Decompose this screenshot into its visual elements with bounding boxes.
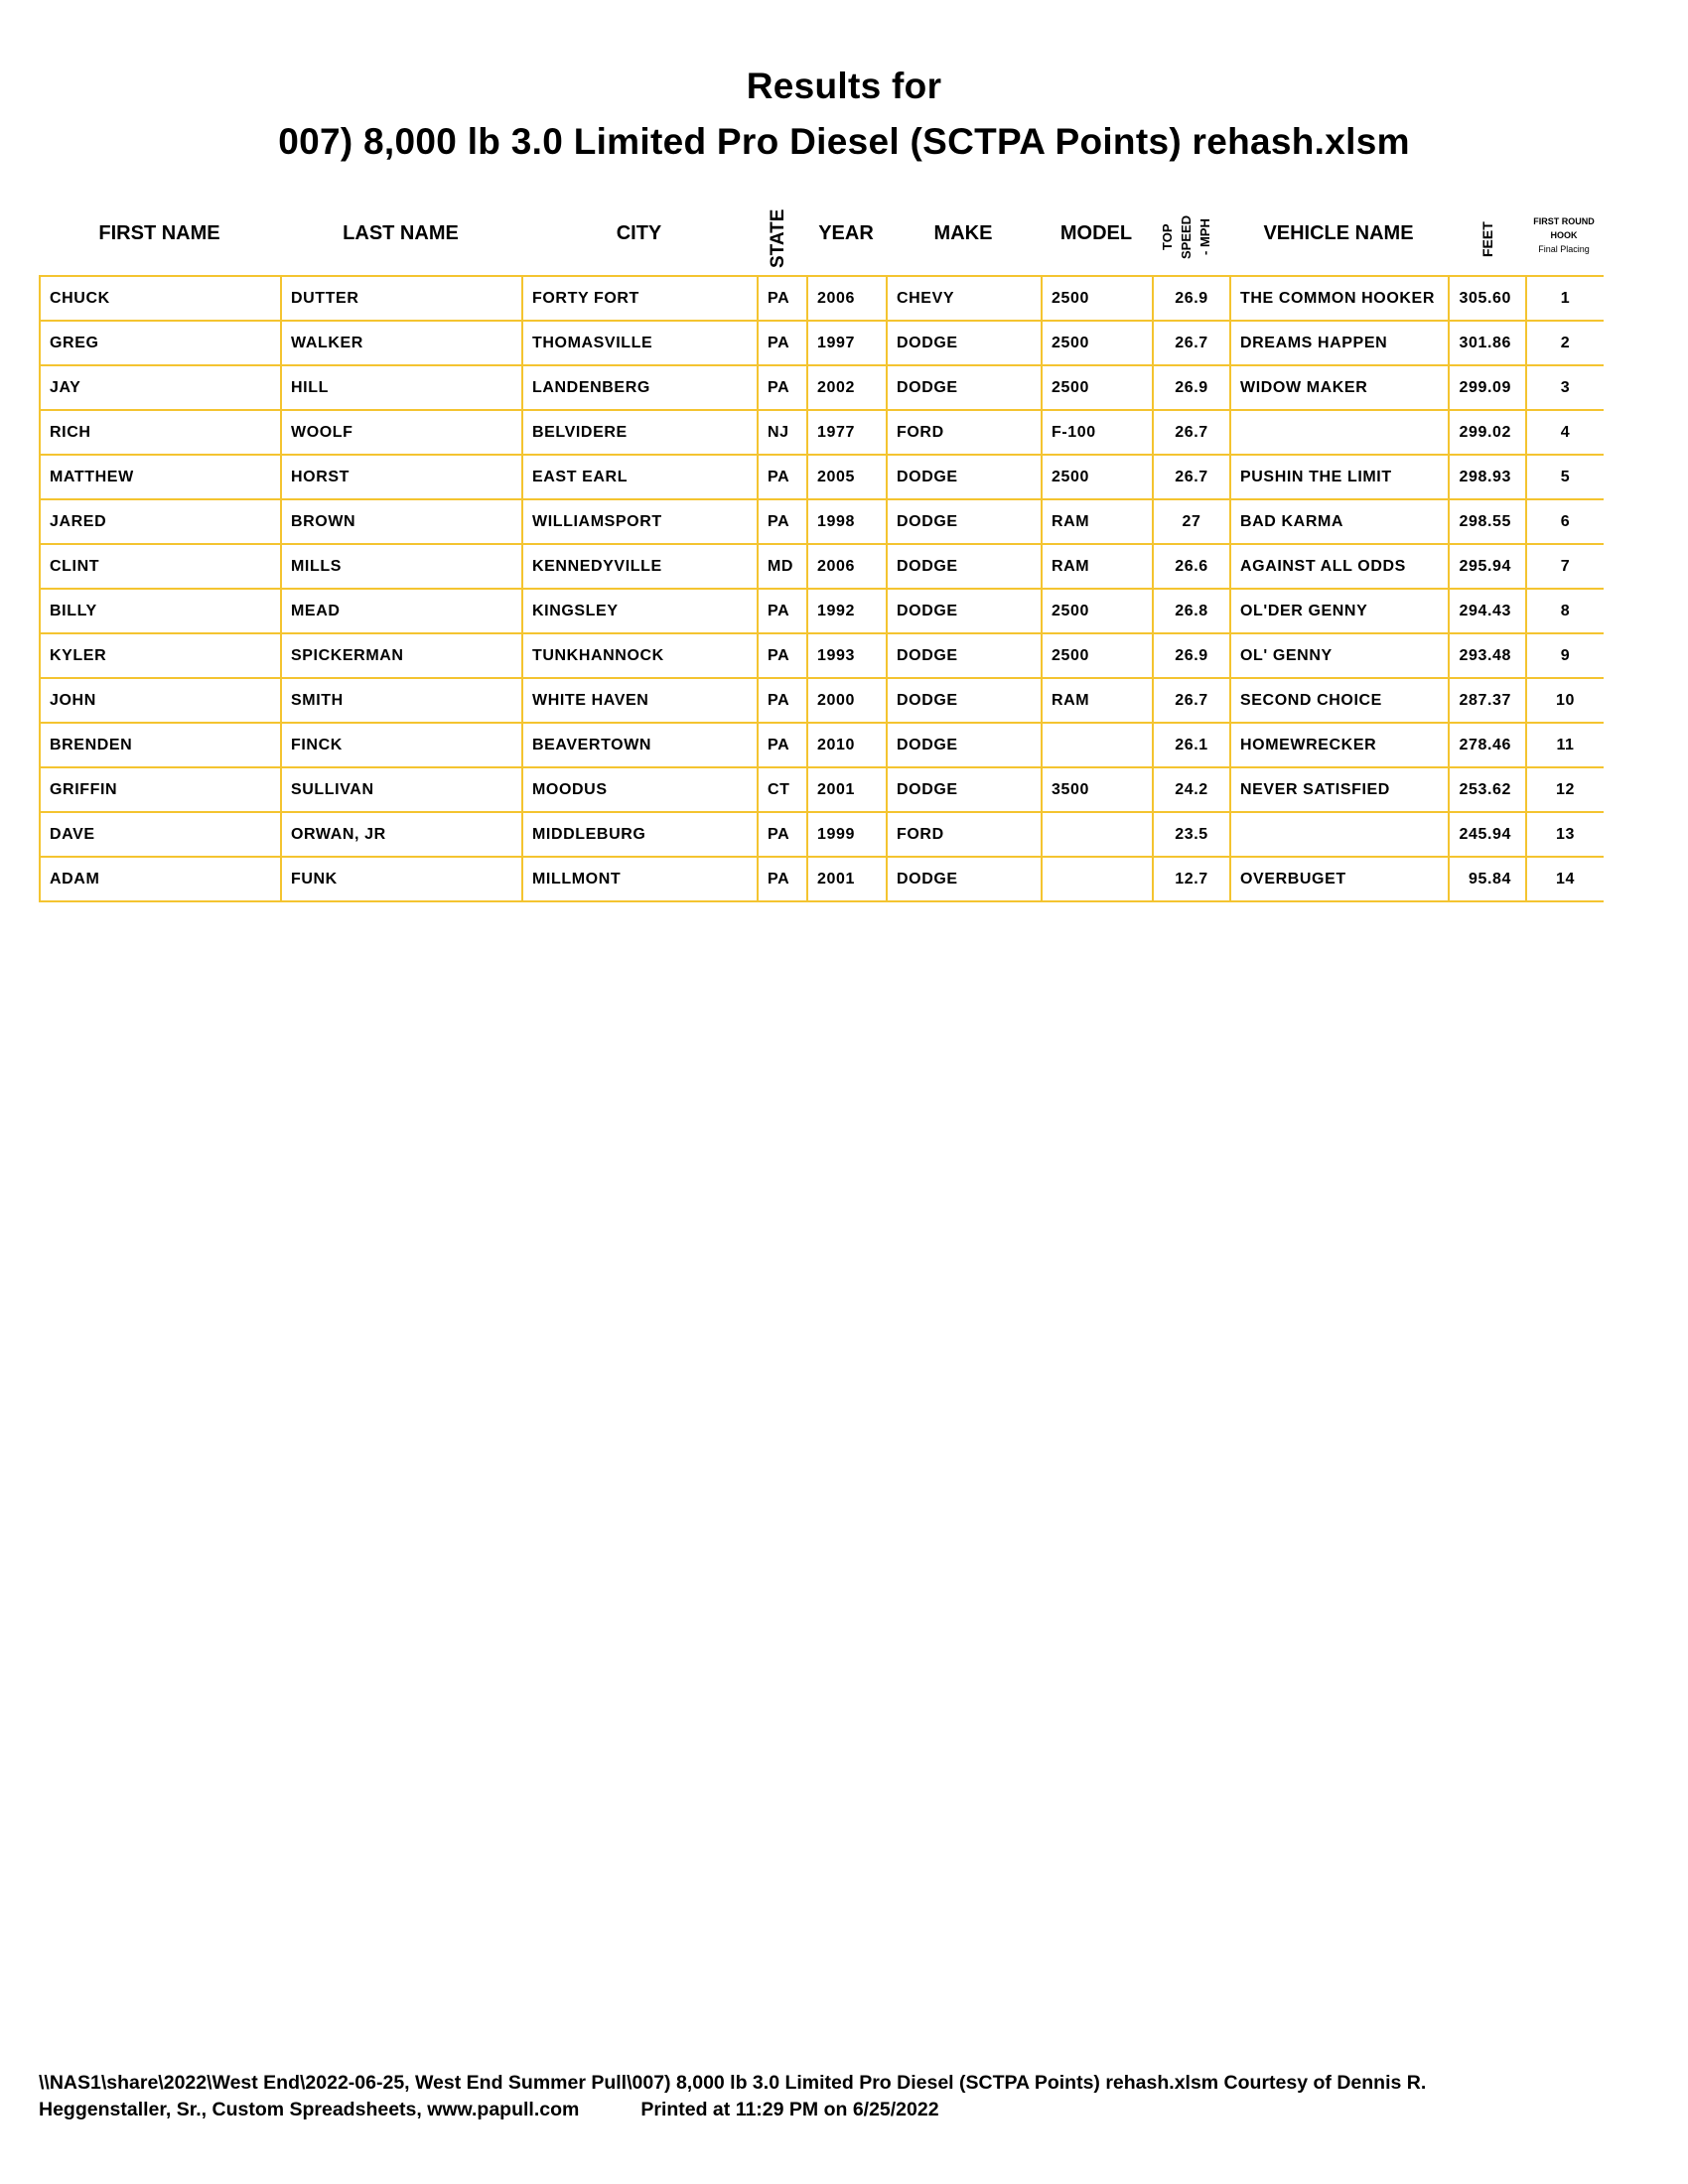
cell-city: BELVIDERE: [522, 410, 758, 455]
cell-year: 2001: [807, 857, 887, 901]
cell-year: 2005: [807, 455, 887, 499]
cell-model: 2500: [1042, 276, 1153, 321]
cell-first: RICH: [40, 410, 281, 455]
cell-place: 9: [1526, 633, 1604, 678]
cell-state: CT: [758, 767, 807, 812]
cell-place: 10: [1526, 678, 1604, 723]
cell-feet: 298.93: [1449, 455, 1526, 499]
cell-make: DODGE: [887, 633, 1042, 678]
cell-speed: 26.7: [1153, 678, 1230, 723]
cell-state: PA: [758, 723, 807, 767]
cell-make: DODGE: [887, 544, 1042, 589]
header-top-speed: [1152, 206, 1229, 268]
cell-place: 2: [1526, 321, 1604, 365]
cell-speed: 26.6: [1153, 544, 1230, 589]
title-line-2: 007) 8,000 lb 3.0 Limited Pro Diesel (SCTPA Points) rehash.xlsm: [278, 121, 1410, 162]
cell-place: 1: [1526, 276, 1604, 321]
footer-printed: Printed at 11:29 PM on 6/25/2022: [640, 2099, 939, 2120]
table-row: [40, 812, 1604, 857]
cell-state: PA: [758, 857, 807, 901]
cell-first: ADAM: [40, 857, 281, 901]
cell-vehicle: OVERBUGET: [1230, 857, 1449, 901]
cell-feet: 301.86: [1449, 321, 1526, 365]
cell-place: 11: [1526, 723, 1604, 767]
cell-model: 2500: [1042, 365, 1153, 410]
cell-state: PA: [758, 589, 807, 633]
cell-city: LANDENBERG: [522, 365, 758, 410]
cell-feet: 293.48: [1449, 633, 1526, 678]
cell-year: 1977: [807, 410, 887, 455]
cell-speed: 23.5: [1153, 812, 1230, 857]
cell-year: 2001: [807, 767, 887, 812]
cell-year: 1998: [807, 499, 887, 544]
table-row: [40, 499, 1604, 544]
cell-speed: 26.1: [1153, 723, 1230, 767]
header-first-round-line-1: FIRST ROUND: [1533, 216, 1595, 226]
cell-last: SULLIVAN: [281, 767, 522, 812]
cell-feet: 278.46: [1449, 723, 1526, 767]
header-top-speed-line-1: TOP: [1160, 223, 1175, 251]
cell-model: 2500: [1042, 321, 1153, 365]
header-vehicle-name: VEHICLE NAME: [1263, 222, 1414, 244]
cell-model: [1042, 723, 1153, 767]
cell-first: CLINT: [40, 544, 281, 589]
cell-feet: 287.37: [1449, 678, 1526, 723]
cell-speed: 26.7: [1153, 321, 1230, 365]
cell-year: 2002: [807, 365, 887, 410]
cell-make: DODGE: [887, 455, 1042, 499]
cell-speed: 26.9: [1153, 365, 1230, 410]
cell-feet: 245.94: [1449, 812, 1526, 857]
header-first-round: [1525, 214, 1603, 256]
cell-state: PA: [758, 812, 807, 857]
cell-vehicle: OL' GENNY: [1230, 633, 1449, 678]
cell-make: DODGE: [887, 365, 1042, 410]
cell-feet: 253.62: [1449, 767, 1526, 812]
cell-city: KENNEDYVILLE: [522, 544, 758, 589]
cell-state: PA: [758, 365, 807, 410]
cell-model: 3500: [1042, 767, 1153, 812]
cell-last: HILL: [281, 365, 522, 410]
cell-state: PA: [758, 455, 807, 499]
header-model: MODEL: [1059, 222, 1133, 244]
cell-last: HORST: [281, 455, 522, 499]
cell-model: RAM: [1042, 499, 1153, 544]
cell-speed: 26.9: [1153, 633, 1230, 678]
table-row: [40, 633, 1604, 678]
footer-path: \\NAS1\share\2022\West End\2022-06-25, West End Summer Pull\007) 8,000 lb 3.0 Limited Pro Diesel (SCTPA Points) rehash.xlsm Courtesy of Dennis R.: [39, 2072, 1427, 2094]
cell-place: 13: [1526, 812, 1604, 857]
cell-model: RAM: [1042, 544, 1153, 589]
table-row: [40, 410, 1604, 455]
cell-model: RAM: [1042, 678, 1153, 723]
cell-feet: 294.43: [1449, 589, 1526, 633]
cell-first: CHUCK: [40, 276, 281, 321]
cell-model: 2500: [1042, 589, 1153, 633]
cell-last: FINCK: [281, 723, 522, 767]
cell-feet: 298.55: [1449, 499, 1526, 544]
cell-model: 2500: [1042, 633, 1153, 678]
cell-state: PA: [758, 678, 807, 723]
cell-vehicle: HOMEWRECKER: [1230, 723, 1449, 767]
header-state: STATE: [768, 208, 788, 268]
cell-city: BEAVERTOWN: [522, 723, 758, 767]
cell-year: 2010: [807, 723, 887, 767]
table-row: [40, 276, 1604, 321]
cell-year: 1997: [807, 321, 887, 365]
cell-state: PA: [758, 321, 807, 365]
table-row: [40, 678, 1604, 723]
cell-vehicle: NEVER SATISFIED: [1230, 767, 1449, 812]
table-row: [40, 589, 1604, 633]
cell-year: 1993: [807, 633, 887, 678]
cell-last: ORWAN, JR: [281, 812, 522, 857]
cell-feet: 295.94: [1449, 544, 1526, 589]
cell-feet: 95.84: [1449, 857, 1526, 901]
cell-first: KYLER: [40, 633, 281, 678]
cell-vehicle: OL'DER GENNY: [1230, 589, 1449, 633]
cell-feet: 305.60: [1449, 276, 1526, 321]
cell-make: DODGE: [887, 499, 1042, 544]
cell-city: THOMASVILLE: [522, 321, 758, 365]
header-make: MAKE: [933, 222, 993, 244]
header-feet: FEET: [1479, 221, 1495, 257]
cell-make: DODGE: [887, 767, 1042, 812]
cell-last: DUTTER: [281, 276, 522, 321]
cell-place: 7: [1526, 544, 1604, 589]
cell-model: [1042, 857, 1153, 901]
cell-first: JARED: [40, 499, 281, 544]
results-table: [39, 275, 1604, 902]
header-top-speed-line-3: - MPH: [1197, 218, 1212, 256]
cell-place: 4: [1526, 410, 1604, 455]
header-top-speed-line-2: SPEED: [1179, 214, 1194, 260]
cell-last: MEAD: [281, 589, 522, 633]
cell-year: 2006: [807, 276, 887, 321]
cell-vehicle: DREAMS HAPPEN: [1230, 321, 1449, 365]
cell-speed: 26.8: [1153, 589, 1230, 633]
cell-year: 2000: [807, 678, 887, 723]
cell-last: SPICKERMAN: [281, 633, 522, 678]
cell-vehicle: SECOND CHOICE: [1230, 678, 1449, 723]
cell-first: DAVE: [40, 812, 281, 857]
table-row: [40, 723, 1604, 767]
table-row: [40, 321, 1604, 365]
cell-place: 3: [1526, 365, 1604, 410]
cell-speed: 24.2: [1153, 767, 1230, 812]
footer-courtesy: Heggenstaller, Sr., Custom Spreadsheets, www.papull.com: [39, 2099, 580, 2120]
cell-city: MILLMONT: [522, 857, 758, 901]
table-row: [40, 455, 1604, 499]
cell-city: WILLIAMSPORT: [522, 499, 758, 544]
header-first-name: FIRST NAME: [98, 222, 220, 244]
cell-last: BROWN: [281, 499, 522, 544]
cell-make: DODGE: [887, 678, 1042, 723]
cell-vehicle: THE COMMON HOOKER: [1230, 276, 1449, 321]
cell-speed: 26.9: [1153, 276, 1230, 321]
table-row: [40, 365, 1604, 410]
cell-place: 12: [1526, 767, 1604, 812]
cell-first: BILLY: [40, 589, 281, 633]
cell-model: F-100: [1042, 410, 1153, 455]
cell-make: DODGE: [887, 723, 1042, 767]
cell-vehicle: AGAINST ALL ODDS: [1230, 544, 1449, 589]
cell-city: EAST EARL: [522, 455, 758, 499]
cell-city: TUNKHANNOCK: [522, 633, 758, 678]
footer-credits: [39, 2099, 939, 2121]
cell-city: KINGSLEY: [522, 589, 758, 633]
cell-first: BRENDEN: [40, 723, 281, 767]
cell-make: FORD: [887, 812, 1042, 857]
cell-city: MOODUS: [522, 767, 758, 812]
cell-first: JAY: [40, 365, 281, 410]
cell-place: 5: [1526, 455, 1604, 499]
header-city: CITY: [616, 222, 662, 244]
cell-speed: 27: [1153, 499, 1230, 544]
cell-feet: 299.02: [1449, 410, 1526, 455]
cell-make: FORD: [887, 410, 1042, 455]
cell-city: MIDDLEBURG: [522, 812, 758, 857]
cell-place: 8: [1526, 589, 1604, 633]
cell-speed: 12.7: [1153, 857, 1230, 901]
cell-place: 6: [1526, 499, 1604, 544]
cell-state: MD: [758, 544, 807, 589]
cell-year: 1992: [807, 589, 887, 633]
cell-place: 14: [1526, 857, 1604, 901]
cell-vehicle: WIDOW MAKER: [1230, 365, 1449, 410]
cell-last: FUNK: [281, 857, 522, 901]
header-year: YEAR: [818, 222, 874, 244]
cell-city: WHITE HAVEN: [522, 678, 758, 723]
cell-vehicle: [1230, 410, 1449, 455]
table-row: [40, 857, 1604, 901]
cell-model: 2500: [1042, 455, 1153, 499]
cell-year: 2006: [807, 544, 887, 589]
cell-state: NJ: [758, 410, 807, 455]
cell-vehicle: [1230, 812, 1449, 857]
cell-make: DODGE: [887, 321, 1042, 365]
header-last-name: LAST NAME: [343, 222, 459, 244]
cell-year: 1999: [807, 812, 887, 857]
table-row: [40, 767, 1604, 812]
cell-state: PA: [758, 276, 807, 321]
cell-first: GRIFFIN: [40, 767, 281, 812]
cell-vehicle: PUSHIN THE LIMIT: [1230, 455, 1449, 499]
cell-make: CHEVY: [887, 276, 1042, 321]
cell-speed: 26.7: [1153, 455, 1230, 499]
header-first-round-line-2: HOOK: [1550, 230, 1578, 240]
cell-last: WALKER: [281, 321, 522, 365]
cell-model: [1042, 812, 1153, 857]
cell-first: MATTHEW: [40, 455, 281, 499]
cell-first: JOHN: [40, 678, 281, 723]
cell-make: DODGE: [887, 857, 1042, 901]
cell-state: PA: [758, 633, 807, 678]
cell-first: GREG: [40, 321, 281, 365]
table-row: [40, 544, 1604, 589]
cell-last: MILLS: [281, 544, 522, 589]
cell-vehicle: BAD KARMA: [1230, 499, 1449, 544]
cell-last: WOOLF: [281, 410, 522, 455]
cell-speed: 26.7: [1153, 410, 1230, 455]
title-line-1: Results for: [746, 66, 942, 106]
cell-last: SMITH: [281, 678, 522, 723]
header-first-round-line-3: Final Placing: [1538, 244, 1590, 254]
cell-make: DODGE: [887, 589, 1042, 633]
cell-state: PA: [758, 499, 807, 544]
cell-feet: 299.09: [1449, 365, 1526, 410]
cell-city: FORTY FORT: [522, 276, 758, 321]
